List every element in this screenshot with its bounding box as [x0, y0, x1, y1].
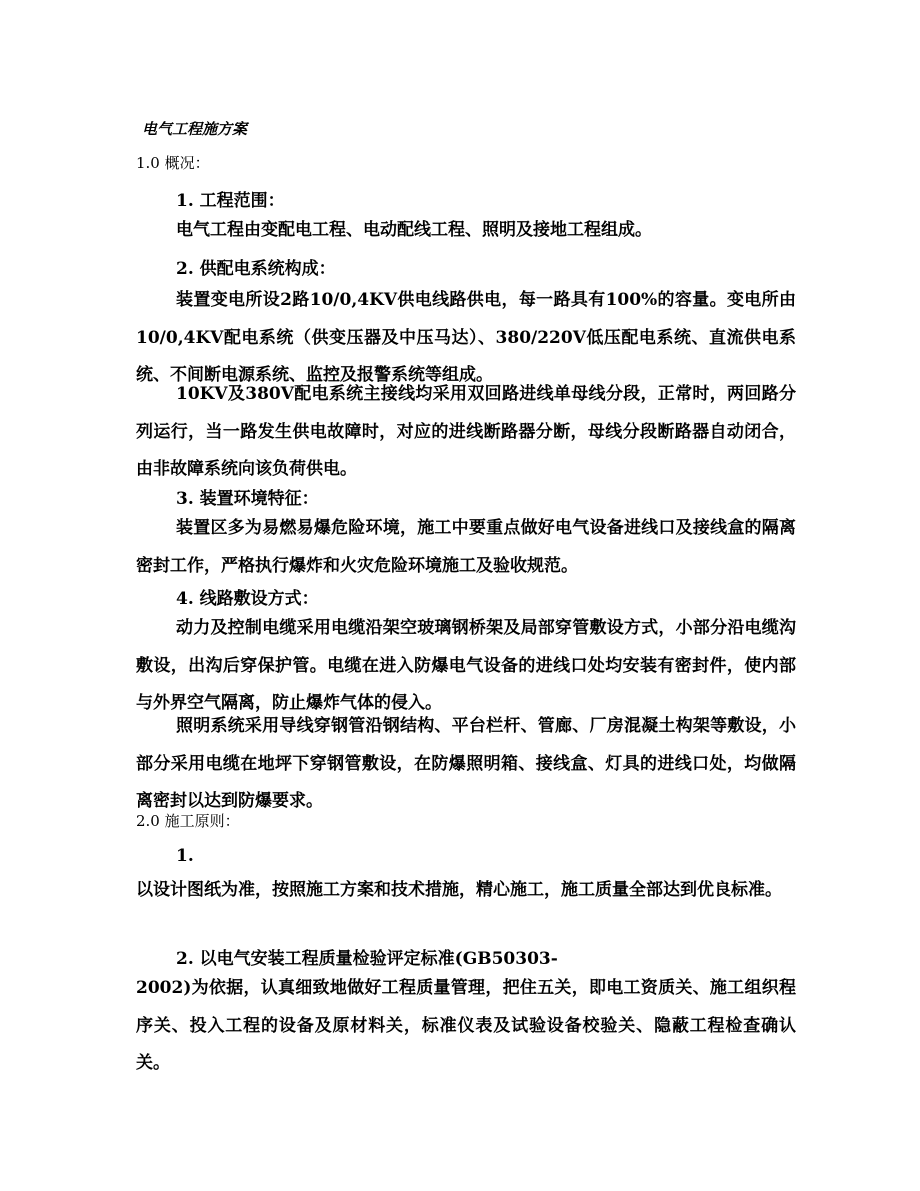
paragraph-power-system-1: 装置变电所设2路10/0,4KV供电线路供电，每一路具有100%的容量。变电所由10/0,4KV配电系统（供变压器及中压马达）、380/220V低压配电系统、直流供电系统、不间断电源系统、监控及报警系统等组成。: [136, 290, 796, 385]
item-heading-principle-1: 1.: [176, 846, 194, 866]
paragraph-environment: 装置区多为易燃易爆危险环境，施工中要重点做好电气设备进线口及接线盒的隔离密封工作，严格执行爆炸和火灾危险环境施工及验收规范。: [136, 518, 796, 576]
section-heading-overview: 1.0 概况：: [136, 154, 210, 172]
paragraph-principle-2: 2002)为依据，认真细致地做好工程质量管理，把住五关，即电工资质关、施工组织程序关、投入工程的设备及原材料关，标准仪表及试验设备校验关、隐蔽工程检查确认关。: [136, 978, 796, 1073]
item-heading-principle-2: 2. 以电气安装工程质量检验评定标准(GB50303-: [176, 949, 558, 969]
item-heading-cable-laying: 4. 线路敷设方式：: [176, 589, 319, 609]
paragraph-principle-1: 以设计图纸为准，按照施工方案和技术措施，精心施工，施工质量全部达到优良标准。: [136, 880, 782, 900]
item-heading-power-system: 2. 供配电系统构成：: [176, 259, 336, 279]
paragraph-cable-laying-1: 动力及控制电缆采用电缆沿架空玻璃钢桥架及局部穿管敷设方式，小部分沿电缆沟敷设，出沟后穿保护管。电缆在进入防爆电气设备的进线口处均安装有密封件，使内部与外界空气隔离，防止爆炸气体的侵入。: [136, 618, 796, 713]
paragraph-cable-laying-2: 照明系统采用导线穿钢管沿钢结构、平台栏杆、管廊、厂房混凝土构架等敷设，小部分采用电缆在地坪下穿钢管敷设，在防爆照明箱、接线盒、灯具的进线口处，均做隔离密封以达到防爆要求。: [136, 716, 796, 811]
item-heading-scope: 1. 工程范围：: [176, 191, 285, 211]
section-heading-principles: 2.0 施工原则：: [136, 812, 240, 830]
paragraph-scope: 电气工程由变配电工程、电动配线工程、照明及接地工程组成。: [176, 220, 652, 240]
paragraph-power-system-2: 10KV及380V配电系统主接线均采用双回路进线单母线分段，正常时，两回路分列运行，当一路发生供电故障时，对应的进线断路器分断，母线分段断路器自动闭合，由非故障系统向该负荷供电。: [136, 384, 796, 479]
document-title: 电气工程施方案: [142, 120, 248, 138]
item-heading-environment: 3. 装置环境特征：: [176, 489, 319, 509]
